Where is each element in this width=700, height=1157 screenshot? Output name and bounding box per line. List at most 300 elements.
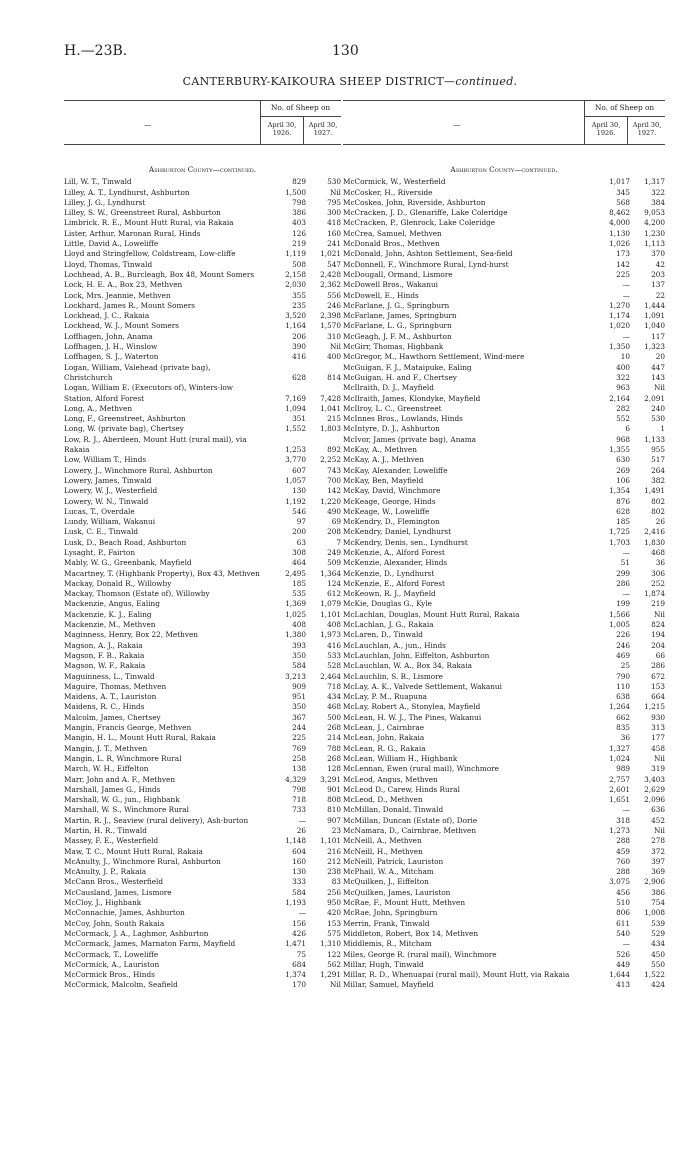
sheep-1926: 36 [620,733,630,743]
sheep-1927: 219 [651,599,665,609]
sheep-1926: 628 [616,506,630,516]
table-row [343,363,665,373]
sheep-1926: — [622,805,630,815]
table-row [343,497,665,507]
owner-name: McNamara, D., Cairnbrae, Methven [343,826,477,835]
sheep-1927: 4,200 [644,218,665,228]
sheep-1926: 1,273 [609,826,630,835]
sheep-1927: 814 [327,372,341,382]
table-row [64,888,341,898]
owner-name: Mangin, J. T., Methven [64,743,148,753]
owner-name: McPhail, W. A., Mitcham [343,867,434,877]
table-row [343,466,665,476]
sheep-1927: 1,041 [320,403,341,413]
table-row [343,229,665,239]
owner-name: Lochhead, A. B., Burcleagh, Box 48, Mount Somers [64,269,255,279]
sheep-1927: 529 [651,928,665,938]
sheep-1926: 456 [616,887,630,897]
table-row [343,569,665,579]
owner-name: Maw, T. C., Mount Hutt Rural, Rakaia [64,846,203,856]
sheep-1926: 355 [292,290,306,300]
sheep-1926: 733 [292,805,306,815]
sheep-1927: 7 [336,537,341,547]
sheep-1926: 400 [616,362,630,372]
owner-name: Little, David A., Loweliffe [64,239,159,249]
table-row [343,332,665,342]
table-row [64,527,341,537]
owner-name: McQuilken, James, Lauriston [343,887,451,897]
table-row [64,847,341,857]
table-row [343,764,665,774]
owner-name: McLauchlan, John, Eiffelton, Ashburton [343,650,490,660]
owner-name: McDonnell, F., Winchmore Rural, Lynd-hurst [343,259,509,269]
sheep-1927: 1,133 [644,434,665,444]
owner-name: Lister, Arthur, Maronan Rural, Hinds [64,228,201,238]
owner-name: McKendry, Daniel, Lyndhurst [343,527,452,537]
sheep-1926: 769 [292,743,306,753]
sheep-1927: 264 [651,465,665,475]
owner-name: Marshall, James G., Hinds [64,784,161,794]
owner-name: Middleton, Robert, Box 14, Methven [343,928,479,938]
sheep-1927: 319 [651,764,665,774]
owner-name: McCosker, H., Riverside [343,187,433,197]
owner-name: Logan, William, Valehead (private bag), Christchurch [64,362,211,382]
sheep-1927: 124 [327,578,341,588]
owner-name: McKenzie, A., Alford Forest [343,547,445,557]
table-row [64,569,341,579]
sheep-1927: 117 [651,331,665,341]
sheep-1926: 386 [292,208,306,218]
sheep-1926: 1,020 [609,321,630,331]
owner-name: Mackenzie, Angus, Ealing [64,599,160,609]
owner-name: Low, William T., Hinds [64,455,147,465]
owner-name: McCoy, John, South Rakaia [64,918,165,928]
table-row [64,538,341,548]
owner-name: Mably, W. G., Greenbank, Mayfield [64,558,192,568]
owner-name: McDonald, John, Ashton Settlement, Sea-field [343,249,513,259]
sheep-1926: 464 [292,558,306,568]
sheep-1926: 185 [292,578,306,588]
owner-name: McGirr, Thomas, Highbank [343,342,444,352]
sheep-1927: 1,364 [320,568,341,578]
sheep-1926: 333 [292,877,306,887]
owner-name: Long, A., Methven [64,403,133,413]
sheep-1926: 2,495 [285,568,306,578]
sheep-1927: 788 [327,743,341,753]
table-row [343,455,665,465]
sheep-1926: 1,644 [609,970,630,980]
owner-name: McLauchlin, S. B., Lismore [343,671,443,681]
sheep-1927: 369 [651,867,665,877]
table-row [64,950,341,960]
sheep-1927: 1,874 [644,589,665,599]
sheep-1926: — [622,547,630,557]
table-row [64,239,341,249]
owner-name: McCormack, T., Loweliffe [64,949,159,959]
sheep-1927: 901 [327,784,341,794]
sheep-1926: 1,350 [609,342,630,352]
owner-name: Mackay, Donald R., Willowby [64,578,172,588]
sheep-1926: 909 [292,681,306,691]
sheep-1926: 526 [616,949,630,959]
owner-name: McCracken, P., Glenrock, Lake Coleridge [343,218,496,228]
sheep-1926: 318 [616,815,630,825]
table-row [343,445,665,455]
sheep-1926: 126 [292,228,306,238]
table-row [64,744,341,754]
sheep-1927: 1,291 [320,970,341,980]
owner-name: Maidens, A. T., Lauriston [64,692,157,702]
owner-name: McDougall, Ormand, Lismore [343,269,453,279]
sheep-1927: 397 [651,856,665,866]
sheep-1927: 1,008 [644,908,665,918]
table-row [64,301,341,311]
sheep-1927: 1,570 [320,321,341,331]
owner-name: Millar, Samuel, Mayfield [343,980,434,990]
table-row [64,651,341,661]
table-row [343,672,665,682]
right-column [343,100,665,991]
sheep-1926: — [622,939,630,949]
sheep-1926: 142 [616,259,630,269]
table-row [64,980,341,990]
owner-name: McLay, A. K., Valvede Settlement, Wakanui [343,681,502,691]
owner-name: Lilley, A. T., Lyndhurst, Ashburton [64,187,190,197]
table-row [64,497,341,507]
sheep-1927: 556 [327,290,341,300]
owner-name: McFarlane, James, Springburn [343,311,457,321]
table-row [343,775,665,785]
table-row [64,332,341,342]
table-row [343,239,665,249]
owner-name: Magson, F. B., Rakaia [64,650,145,660]
table-row [64,188,341,198]
sheep-1926: 951 [292,692,306,702]
sheep-1927: 700 [327,475,341,485]
sheep-1926: 51 [620,558,630,568]
right-table-header [343,100,665,145]
table-row [64,291,341,301]
sheep-1926: 459 [616,846,630,856]
sheep-1926: 963 [616,383,630,393]
sheep-1926: 638 [616,692,630,702]
table-row [64,713,341,723]
table-row [343,795,665,805]
sheep-1927: 1,079 [320,599,341,609]
owner-name: McCormack, James, Marnaton Farm, Mayfield [64,939,236,949]
table-row [343,836,665,846]
sheep-1926: 1,500 [285,187,306,197]
table-row [64,311,341,321]
sheep-1926: 138 [292,764,306,774]
sheep-1926: 345 [616,187,630,197]
sheep-1926: 173 [616,249,630,259]
sheep-1926: 535 [292,589,306,599]
sheep-1927: 1,220 [320,496,341,506]
sheep-1927: 23 [331,826,341,835]
sheep-1927: 562 [327,959,341,969]
owner-name: McKie, Douglas G., Kyle [343,599,432,609]
sheep-1927: 1,215 [644,702,665,712]
sheep-1926: 351 [292,414,306,424]
owner-name: Lilley, J. G., Lyndhurst [64,197,146,207]
owner-name: McNeill, Patrick, Lauriston [343,856,444,866]
owner-name: McRae, F., Mount Hutt, Methven [343,898,466,908]
sheep-1927: 490 [327,506,341,516]
sheep-1927: 400 [327,352,341,362]
sheep-1927: 2,096 [644,795,665,805]
sheep-1926: 156 [292,918,306,928]
sheep-1926: 2,030 [285,280,306,290]
table-row [343,641,665,651]
sheep-1927: 530 [327,177,341,187]
sheep-1927: 204 [651,640,665,650]
sheep-1927: 408 [327,620,341,630]
sheep-1927: 1,101 [320,609,341,619]
sheep-1927: Nil [329,980,341,990]
table-row [343,291,665,301]
sheep-1926: 1,327 [609,743,630,753]
sheep-1927: 1,973 [320,630,341,640]
sheep-1926: 288 [616,867,630,877]
sheep-1927: Nil [653,753,665,763]
owner-name: McKenzie, D., Lyndhurst [343,568,435,578]
owner-name: Martin, R. J., Seaview (rural delivery), Ash-burton [64,815,249,825]
owner-name: Logan, William E. (Executors of), Winters-low Station, Alford Forest [64,383,234,403]
sheep-1927: 1,230 [644,228,665,238]
owner-name: McNeill, H., Methven [343,846,423,856]
owner-name: McFarlane, J. G., Springburn [343,300,450,310]
sheep-1927: 203 [651,269,665,279]
page-number: 130 [332,43,359,59]
sheep-1926: — [298,908,306,918]
sheep-1926: 552 [616,414,630,424]
sheep-1926: 1,094 [285,403,306,413]
table-row [343,383,665,393]
sheep-1927: 1,310 [320,939,341,949]
sheep-1926: 393 [292,640,306,650]
section-heading: Ashburton County—continued. [148,165,257,174]
sheep-1926: 3,770 [285,455,306,465]
sheep-1926: 282 [616,403,630,413]
owner-name: Lysaght, P., Fairton [64,547,136,557]
owner-name: McLachlan, Douglas, Mount Hutt Rural, Rakaia [343,609,520,619]
sheep-1926: 584 [292,661,306,671]
table-row [64,672,341,682]
sheep-1926: 26 [296,826,306,835]
sheep-1927: 9,053 [644,208,665,218]
sheep-1927: 69 [331,517,341,527]
sheep-1927: 212 [327,856,341,866]
sheep-1926: 322 [616,372,630,382]
sheep-1926: 1,024 [609,753,630,763]
table-row [343,919,665,929]
sheep-1926: 1,354 [609,486,630,496]
sheep-1927: 2,629 [644,784,665,794]
owner-name: McCloy, J., Highbank [64,898,142,908]
sheep-1926: 106 [616,475,630,485]
sheep-1926: 1,005 [609,620,630,630]
sheep-1927: 743 [327,465,341,475]
table-row [64,867,341,877]
table-row [343,301,665,311]
sheep-1927: 808 [327,795,341,805]
date-1926-header: April 30, 1926. [591,121,621,137]
sheep-1927: 1,091 [644,311,665,321]
table-row [343,733,665,743]
owner-name: McLachlan, J. G., Rakaia [343,620,434,630]
table-row [64,249,341,259]
owner-name: McCormick, Malcolm, Seafield [64,980,178,990]
sheep-1926: 7,169 [285,393,306,403]
sheep-1926: 1,552 [285,424,306,434]
sheep-1926: 200 [292,527,306,537]
sheep-1926: 206 [292,331,306,341]
owner-name: McKeown, R. J., Mayfield [343,589,436,599]
date-1926-header: April 30, 1926. [267,121,297,137]
table-row [64,805,341,815]
owner-name: McLauchlan, A., jun., Hinds [343,640,446,650]
sheep-1926: 662 [616,712,630,722]
document-reference: H.—23B. [64,43,128,59]
sheep-1927: 1,803 [320,424,341,434]
table-row [343,929,665,939]
owner-name: McGuigan, H. and F., Chertsey [343,372,457,382]
table-row [343,260,665,270]
table-row [64,641,341,651]
table-row [343,877,665,887]
sheep-1926: 413 [616,980,630,990]
sheep-1927: 1,522 [644,970,665,980]
table-row [64,218,341,228]
sheep-1926: 286 [616,578,630,588]
sheep-1927: 575 [327,928,341,938]
sheep-1926: 246 [616,640,630,650]
table-row [64,960,341,970]
owner-name: McIlraith, D. J., Mayfield [343,383,434,393]
owner-name: McCormick, A., Lauriston [64,959,160,969]
sheep-1927: 216 [327,846,341,856]
table-row [343,651,665,661]
table-row [343,785,665,795]
table-row [343,950,665,960]
sheep-1926: 1,725 [609,527,630,537]
owner-name: McConnachie, James, Ashburton [64,908,185,918]
owner-name: McLean, John, Rakaia [343,733,425,743]
owner-name: Mangin, Francis George, Methven [64,723,192,733]
sheep-1926: 185 [616,517,630,527]
sheep-1926: 350 [292,702,306,712]
sheep-1926: 3,075 [609,877,630,887]
owner-name: McMillan, Duncan (Estate of), Dorie [343,815,478,825]
sheep-1927: 42 [655,259,665,269]
sheep-1926: 1,374 [285,970,306,980]
table-row [343,888,665,898]
table-row [343,404,665,414]
table-row [64,919,341,929]
table-row [343,476,665,486]
table-row [64,723,341,733]
table-row [343,661,665,671]
sheep-1927: 310 [327,331,341,341]
page-title [0,75,700,88]
sheep-1926: 63 [296,537,306,547]
sheep-1927: 22 [655,290,665,300]
sheep-1926: 1,119 [285,249,306,259]
owner-name: McKenzie, E., Alford Forest [343,578,445,588]
owner-name: McDonald Bros., Methven [343,239,440,249]
sheep-1927: 246 [327,300,341,310]
sheep-1926: 1,380 [285,630,306,640]
sheep-1927: 420 [327,908,341,918]
sheep-1926: 1,025 [285,609,306,619]
owner-name: Millar, R. D., Whenuapai (rural mail), Mount Hutt, via Rakaia [343,970,570,980]
table-row [64,599,341,609]
name-column-header: — [144,120,152,129]
owner-name: McAnulty, J., Winchmore Rural, Ashburton [64,856,221,866]
sheep-1927: 2,906 [644,877,665,887]
sheep-1926: 299 [616,568,630,578]
left-table-header [64,100,341,145]
sheep-1927: 214 [327,733,341,743]
sheep-1927: 754 [651,898,665,908]
sheep-1927: 802 [651,496,665,506]
owner-name: Lill, W. T., Tinwald [64,177,132,187]
sheep-1926: 876 [616,496,630,506]
owner-name: McKenzie, Alexander, Hinds [343,558,448,568]
table-row [64,342,341,352]
owner-name: McKendry, Denis, sen., Lyndhurst [343,537,468,547]
table-row [343,414,665,424]
sheep-1926: 806 [616,908,630,918]
owner-name: McGuigan, F. J., Mataipuke, Ealing [343,362,472,372]
sheep-1927: 447 [651,362,665,372]
sheep-1927: 930 [651,712,665,722]
sheep-1927: 1,040 [644,321,665,331]
table-row [64,177,341,187]
owner-name: McCausland, James, Lismore [64,887,172,897]
table-row [64,548,341,558]
sheep-1926: 1,253 [285,445,306,455]
owner-name: Long, W. (private bag), Chertsey [64,424,184,434]
sheep-1927: 2,362 [320,280,341,290]
sheep-1927: 177 [651,733,665,743]
sheep-1926: 160 [292,856,306,866]
owner-name: Miles, George R. (rural mail), Winchmore [343,949,497,959]
owner-name: McKay, A. J., Methven [343,455,424,465]
table-row [343,538,665,548]
table-row [343,548,665,558]
table-row [343,744,665,754]
table-row [64,775,341,785]
table-row [64,579,341,589]
owner-name: Lockhead, J. C., Rakaia [64,311,150,321]
sheep-1926: 1,026 [609,239,630,249]
sheep-1927: 26 [655,517,665,527]
sheep-1926: 829 [292,177,306,187]
sheep-1927: 2,091 [644,393,665,403]
sheep-1926: 469 [616,650,630,660]
sheep-1927: 2,416 [644,527,665,537]
sheep-1926: 97 [296,517,306,527]
owner-name: Martin, H. R., Tinwald [64,826,147,835]
owner-name: Maginness, Henry, Box 22, Methven [64,630,199,640]
table-row [64,424,341,434]
sheep-1927: 300 [327,208,341,218]
sheep-1927: 530 [651,414,665,424]
table-row [343,188,665,198]
table-row [343,218,665,228]
